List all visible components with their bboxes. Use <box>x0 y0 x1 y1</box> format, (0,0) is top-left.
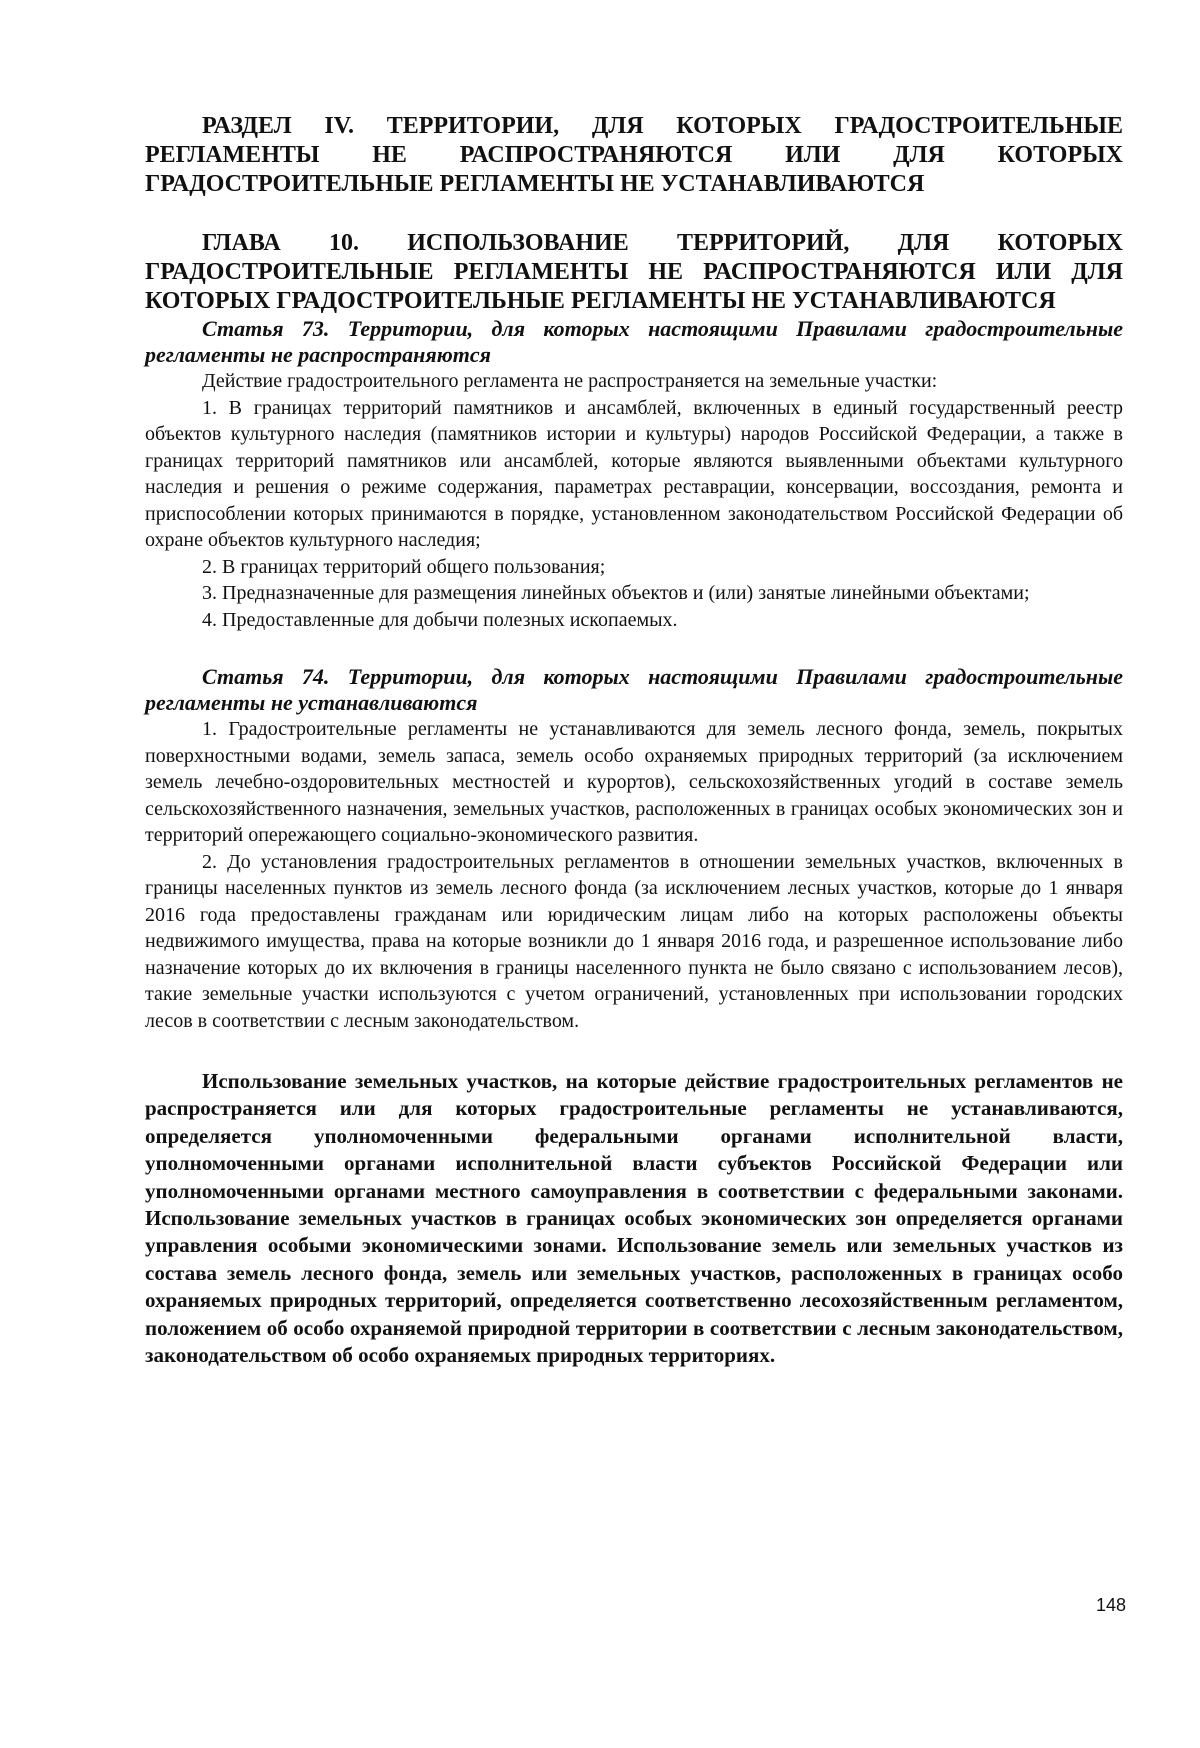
article-73-item-3: 3. Предназначенные для размещения линейных объектов и (или) занятые линейными объектами; <box>202 582 1030 604</box>
article-73-item-4: 4. Предоставленные для добычи полезных ископаемых. <box>202 608 678 631</box>
section-title: РАЗДЕЛ IV. ТЕРРИТОРИИ, ДЛЯ КОТОРЫХ ГРАДОСТРОИТЕЛЬНЫЕ РЕГЛАМЕНТЫ НЕ РАСПРОСТРАНЯЮТСЯ ИЛИ ДЛЯ КОТОРЫХ ГРАДОСТРОИТЕЛЬНЫЕ РЕГЛАМЕНТЫ НЕ УСТАНАВЛИВАЮТСЯ <box>145 113 1123 197</box>
article-73-intro: Действие градостроительного регламента не распространяется на земельные участки: <box>202 370 938 392</box>
article-73-title: Статья 73. Территории, для которых настоящими Правилами градостроительные регламенты не распространяются <box>145 316 1123 367</box>
article-74-title: Статья 74. Территории, для которых настоящими Правилами градостроительные регламенты не устанавливаются <box>145 664 1123 715</box>
article-73-item-2: 2. В границах территорий общего пользования; <box>202 555 606 578</box>
closing-paragraph: Использование земельных участков, на которые действие градостроительных регламентов не распространяется или для которых градостроительные регламенты не устанавливаются, определяется уполномоченными федеральными органами исполнительной власти, уполномоченными органами исполнительной власти субъектов Российской Федерации или уполномоченными органами местного самоуправления в соответствии с федеральными законами. Использование земельных участков в границах особых экономических зон определяется органами управления особыми экономическими зонами. Использование земель или земельных участков из состава земель лесного фонда, земель или земельных участков, расположенных в границах особо охраняемых природных территорий, определяется соответственно лесохозяйственным регламентом, положением об особо охраняемой природной территории в соответствии с лесным законодательством, законодательством об особо охраняемых природных территориях. <box>145 1069 1123 1368</box>
chapter-title: ГЛАВА 10. ИСПОЛЬЗОВАНИЕ ТЕРРИТОРИЙ, ДЛЯ КОТОРЫХ ГРАДОСТРОИТЕЛЬНЫЕ РЕГЛАМЕНТЫ НЕ РАСПРОСТРАНЯЮТСЯ ИЛИ ДЛЯ КОТОРЫХ ГРАДОСТРОИТЕЛЬНЫЕ РЕГЛАМЕНТЫ НЕ УСТАНАВЛИВАЮТСЯ <box>145 230 1123 314</box>
document-page <box>145 112 1123 1369</box>
article-74-item-1: 1. Градостроительные регламенты не устанавливаются для земель лесного фонда, земель, покрытых поверхностными водами, земель запаса, земель особо охраняемых природных территорий (за исключением земель лечебно-оздоровительных местностей и курортов), сельскохозяйственных угодий в составе земель сельскохозяйственного назначения, земельных участков, расположенных в границах особых экономических зон и территорий опережающего социально-экономического развития. <box>145 718 1123 846</box>
page-number: 148 <box>1095 1595 1126 1615</box>
article-74-item-2: 2. До установления градостроительных регламентов в отношении земельных участков, включенных в границы населенных пунктов из земель лесного фонда (за исключением лесных участков, которые до 1 января 2016 года предоставлены гражданам или юридическим лицам либо на которых расположены объекты недвижимого имущества, права на которые возникли до 1 января 2016 года, и разрешенное использование либо назначение которых до их включения в границы населенного пункта не было связано с использованием лесов), такие земельные участки используются с учетом ограничений, установленных при использовании городских лесов в соответствии с лесным законодательством. <box>145 850 1123 1032</box>
article-73-item-1: 1. В границах территорий памятников и ансамблей, включенных в единый государственный реестр объектов культурного наследия (памятников истории и культуры) народов Российской Федерации, а также в границах территорий памятников или ансамблей, которые являются выявленными объектами культурного наследия и решения о режиме содержания, параметрах реставрации, консервации, воссоздания, ремонта и приспособлении которых принимаются в порядке, установленном законодательством Российской Федерации об охране объектов культурного наследия; <box>145 396 1123 551</box>
